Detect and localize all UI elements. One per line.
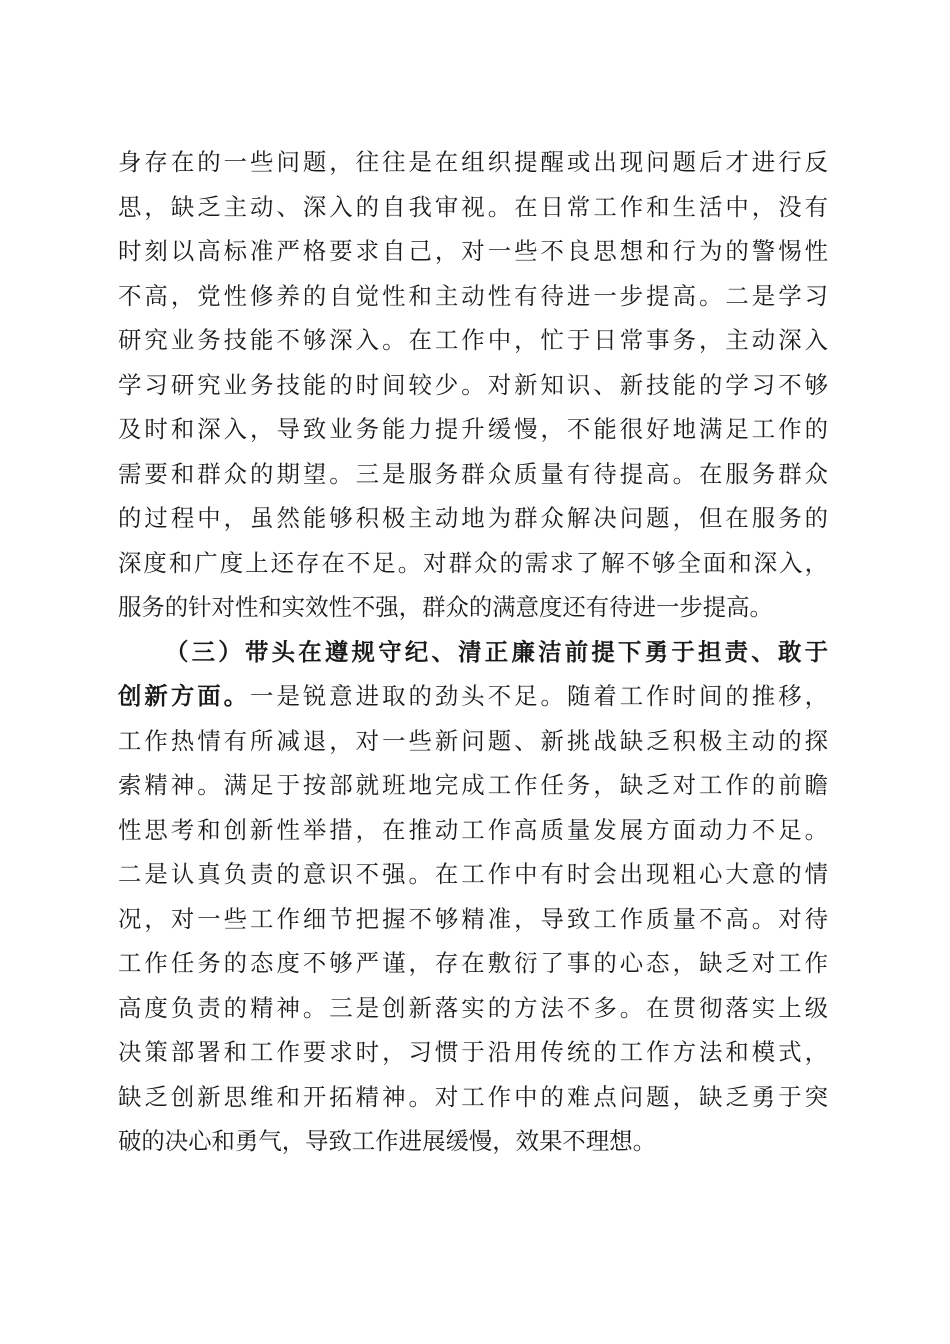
text-line: 高度负责的精神。三是创新落实的方法不多。在贯彻落实上级 (118, 993, 828, 1022)
text-line: 研究业务技能不够深入。在工作中，忙于日常事务，主动深入 (118, 326, 828, 354)
text-line: 及时和深入，导致业务能力提升缓慢，不能很好地满足工作的 (118, 415, 828, 443)
text-line: 不高，党性修养的自觉性和主动性有待进一步提高。二是学习 (118, 281, 828, 310)
text-line: 时刻以高标准严格要求自己，对一些不良思想和行为的警惕性 (118, 237, 828, 265)
text-line: 二是认真负责的意识不强。在工作中有时会出现粗心大意的情 (118, 860, 828, 888)
text-line: 索精神。满足于按部就班地完成工作任务，缺乏对工作的前瞻 (118, 771, 828, 799)
section-heading-continued: 创新方面。 (118, 682, 251, 710)
text-line: 工作热情有所减退，对一些新问题、新挑战缺乏积极主动的探 (118, 726, 828, 755)
paragraph-1 (118, 140, 828, 630)
text-line: 性思考和创新性举措，在推动工作高质量发展方面动力不足。 (118, 815, 828, 844)
text-line: 学习研究业务技能的时间较少。对新知识、新技能的学习不够 (118, 370, 828, 399)
text-line: 思，缺乏主动、深入的自我审视。在日常工作和生活中，没有 (118, 192, 828, 221)
text-line: 的过程中，虽然能够积极主动地为群众解决问题，但在服务的 (118, 504, 828, 532)
text-line: 破的决心和勇气，导致工作进展缓慢，效果不理想。 (118, 1127, 656, 1155)
section-3 (118, 630, 828, 1164)
text-line: 需要和群众的期望。三是服务群众质量有待提高。在服务群众 (118, 459, 828, 488)
text-line: 工作任务的态度不够严谨，存在敷衍了事的心态，缺乏对工作 (118, 949, 828, 977)
text-line: 服务的针对性和实效性不强，群众的满意度还有待进一步提高。 (118, 593, 773, 621)
text-line-rest: 一是锐意进取的劲头不足。随着工作时间的推移， (250, 682, 829, 710)
text-line (118, 674, 828, 719)
text-line: 深度和广度上还存在不足。对群众的需求了解不够全面和深入， (118, 548, 828, 577)
text-line: 缺乏创新思维和开拓精神。对工作中的难点问题，缺乏勇于突 (118, 1082, 828, 1111)
text-line: 身存在的一些问题，往往是在组织提醒或出现问题后才进行反 (118, 148, 828, 176)
document-body (118, 140, 828, 1164)
text-line: 决策部署和工作要求时，习惯于沿用传统的工作方法和模式， (118, 1038, 828, 1066)
text-line: 况，对一些工作细节把握不够精准，导致工作质量不高。对待 (118, 904, 828, 933)
section-heading: （三）带头在遵规守纪、清正廉洁前提下勇于担责、敢于 (165, 637, 828, 666)
